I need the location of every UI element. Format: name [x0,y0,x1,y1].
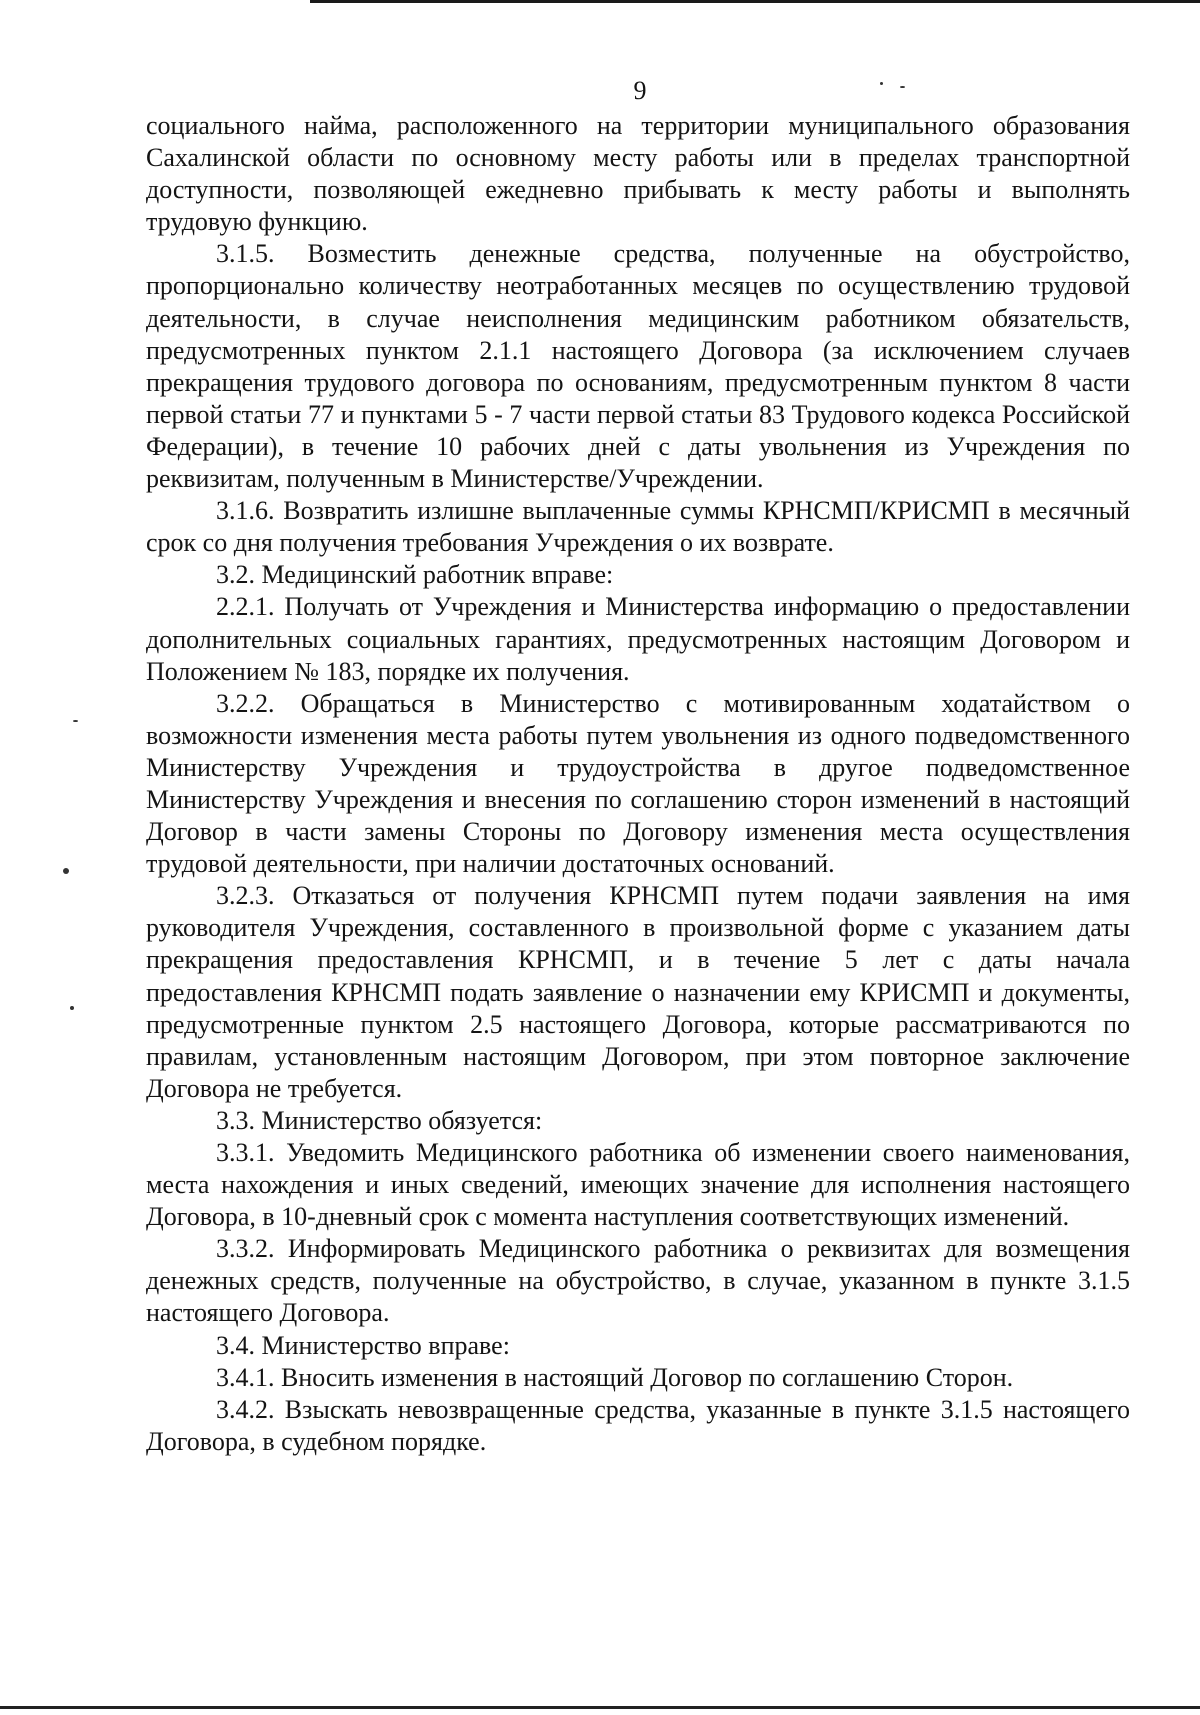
paragraph-3-3-heading: 3.3. Министерство обязуется: [216,1105,543,1135]
paragraph-3-2-heading: 3.2. Медицинский работник вправе: [216,560,614,590]
paragraph-3-1-5: 3.1.5. Возместить денежные средства, полученные на обустройство, пропорционально количеству неотработанных месяцев по осуществлению трудовой деятельности, в случае неисполнения медицинским работником обязательств, предусмотренных пунктом 2.1.1 настоящего Договора (за исключением случаев прекращения трудового договора по основаниям, предусмотренным пунктом 8 части первой статьи 77 и пунктами 5 - 7 части первой статьи 83 Трудового кодекса Российской Федерации), в течение 10 рабочих дней с даты увольнения из Учреждения по реквизитам, полученным в Министерстве/Учреждении. [146,239,1130,494]
paragraph-3-2-2: 3.2.2. Обращаться в Министерство с мотивированным ходатайством о возможности изменения места работы путем увольнения из одного подведомственного Министерству Учреждения и трудоустройства в другое подведомственное Министерству Учреждения и внесения по соглашению сторон изменений в настоящий Договор в части замены Стороны по Договору изменения места осуществления трудовой деятельности, при наличии достаточных оснований. [146,688,1130,879]
scan-edge-bottom [0,1706,1200,1709]
paragraph-3-4-1: 3.4.1. Вносить изменения в настоящий Договор по соглашению Сторон. [216,1362,1014,1392]
paragraph-3-3-2: 3.3.2. Информировать Медицинского работника о реквизитах для возмещения денежных средств, полученные на обустройство, в случае, указанном в пункте 3.1.5 настоящего Договора. [146,1234,1130,1328]
scan-speck [63,868,69,874]
scan-speck [70,1006,74,1010]
paragraph-2-2-1: 2.2.1. Получать от Учреждения и Министерства информацию о предоставлении дополнительных социальных гарантиях, предусмотренных настоящим Договором и Положением № 183, порядке их получения. [146,592,1130,686]
paragraph-continuation: социального найма, расположенного на территории муниципального образования Сахалинской области по основному месту работы или в пределах транспортной доступности, позволяющей ежедневно прибывать к месту работы и выполнять трудовую функцию. [146,111,1130,237]
paragraph-3-4-heading: 3.4. Министерство вправе: [216,1330,510,1360]
document-body [146,110,1130,1458]
scan-edge-top [310,0,1200,3]
paragraph-3-2-3: 3.2.3. Отказаться от получения КРНСМП путем подачи заявления на имя руководителя Учреждения, составленного в произвольной форме с указанием даты прекращения предоставления КРНСМП, и в течение 5 лет с даты начала предоставления КРНСМП подать заявление о назначении ему КРИСМП и документы, предусмотренные пунктом 2.5 настоящего Договора, которые рассматриваются по правилам, установленным настоящим Договором, при этом повторное заключение Договора не требуется. [146,881,1130,1103]
paragraph-3-1-6: 3.1.6. Возвратить излишне выплаченные суммы КРНСМП/КРИСМП в месячный срок со дня получения требования Учреждения о их возврате. [146,496,1130,558]
scan-speck [73,720,78,722]
paragraph-3-4-2: 3.4.2. Взыскать невозвращенные средства, указанные в пункте 3.1.5 настоящего Договора, в судебном порядке. [146,1394,1130,1456]
paragraph-3-3-1: 3.3.1. Уведомить Медицинского работника об изменении своего наименования, места нахождения и иных сведений, имеющих значение для исполнения настоящего Договора, в 10-дневный срок с момента наступления соответствующих изменений. [146,1138,1130,1232]
page-number: 9 [633,76,647,105]
